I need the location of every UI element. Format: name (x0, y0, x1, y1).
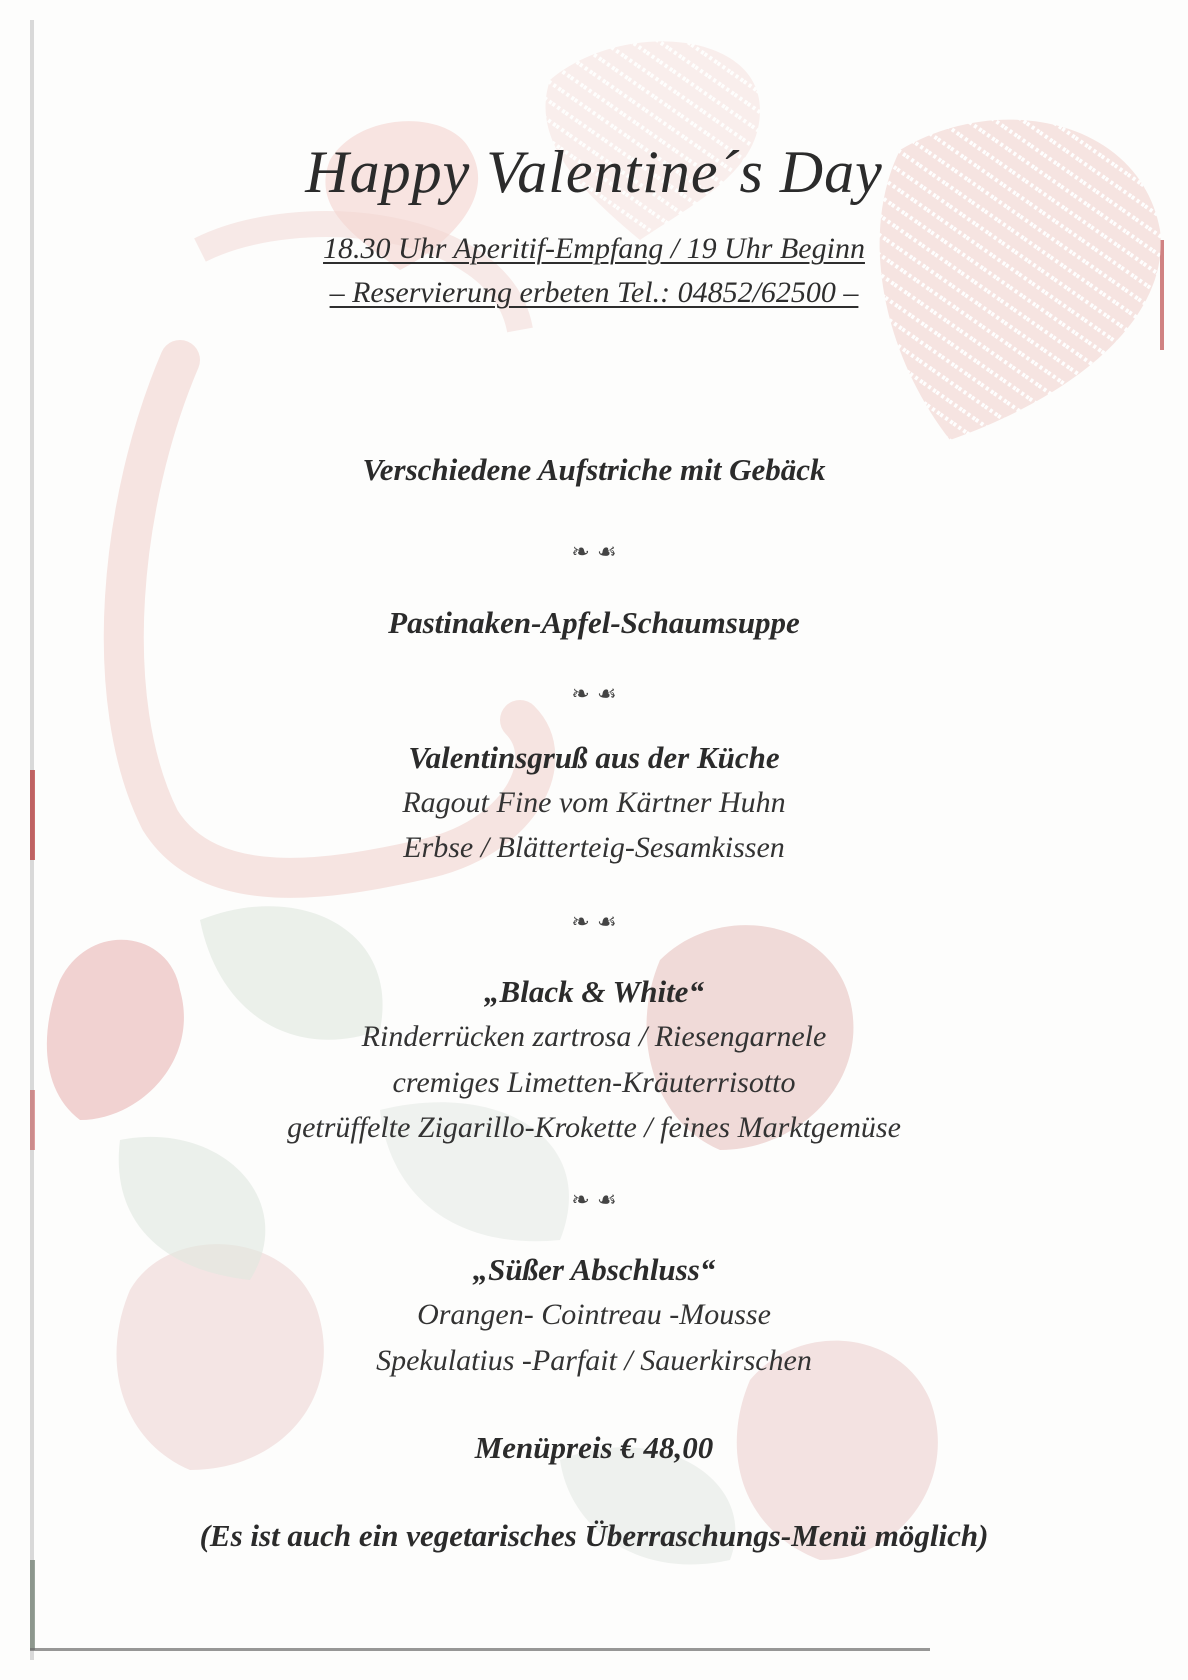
course-1-name: Verschiedene Aufstriche mit Gebäck (362, 452, 826, 487)
ornament-divider: ❧ ☙ (571, 540, 617, 565)
reservation-text: – Reservierung erbeten Tel.: 04852/62500 – (329, 276, 859, 309)
course-5-name: „Süßer Abschluss“ (472, 1252, 716, 1287)
time-text: 18.30 Uhr Aperitif-Empfang / 19 Uhr Beginn (323, 232, 865, 265)
course-4-line-2: cremiges Limetten-Kräuterrisotto (392, 1066, 796, 1099)
course-3-line-1: Ragout Fine vom Kärtner Huhn (402, 786, 786, 819)
time-line (0, 232, 1188, 266)
course-2-name: Pastinaken-Apfel-Schaumsuppe (388, 605, 800, 640)
course-4-line-3: getrüffelte Zigarillo-Krokette / feines Marktgemüse (287, 1111, 901, 1144)
course-4-line-1: Rinderrücken zartrosa / Riesengarnele (361, 1020, 827, 1053)
page-title: Happy Valentine´s Day (305, 139, 883, 205)
course-3-name: Valentinsgruß aus der Küche (408, 740, 780, 775)
course-3-line-2: Erbse / Blätterteig-Sesamkissen (403, 831, 785, 864)
ornament-divider: ❧ ☙ (571, 910, 617, 935)
menu-price: Menüpreis € 48,00 (474, 1430, 714, 1465)
ornament-divider: ❧ ☙ (571, 1188, 617, 1213)
course-5-line-1: Orangen- Cointreau -Mousse (417, 1298, 771, 1331)
reservation-line (0, 276, 1188, 310)
course-5-line-2: Spekulatius -Parfait / Sauerkirschen (376, 1344, 812, 1377)
ornament-divider: ❧ ☙ (571, 682, 617, 707)
course-4-name: „Black & White“ (484, 974, 704, 1009)
vegetarian-note: (Es ist auch ein vegetarisches Überraschungs-Menü möglich) (199, 1518, 989, 1553)
